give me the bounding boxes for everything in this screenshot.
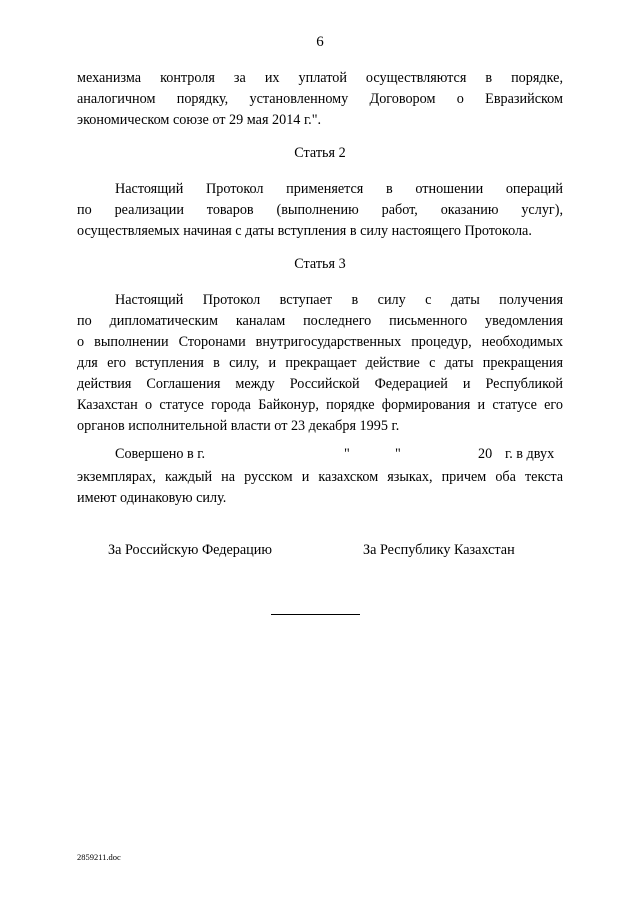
text-line: для его вступления в силу, и прекращает действие с даты прекращения xyxy=(77,355,563,371)
article-3-heading: Статья 3 xyxy=(294,256,346,272)
page-number: 6 xyxy=(316,34,324,50)
text-line: органов исполнительной власти от 23 декабря 1995 г. xyxy=(77,418,400,434)
quote-close: " xyxy=(395,446,401,462)
copies-text: г. в двух xyxy=(505,446,555,462)
text-line: Настоящий Протокол применяется в отношении операций xyxy=(115,181,563,197)
year-prefix: 20 xyxy=(478,446,493,462)
article-3-paragraph xyxy=(77,290,563,437)
done-city-text: Совершено в г. xyxy=(115,446,206,462)
text-line: по дипломатическим каналам последнего письменного уведомления xyxy=(77,313,563,329)
divider xyxy=(271,614,360,615)
intro-paragraph xyxy=(77,68,563,131)
text-line: экономическом союзе от 29 мая 2014 г.". xyxy=(77,112,322,128)
text-line: механизма контроля за их уплатой осуществляются в порядке, xyxy=(77,70,563,86)
text-line: осуществляемых начиная с даты вступления в силу настоящего Протокола. xyxy=(77,223,532,239)
article-2-paragraph xyxy=(77,179,563,242)
file-name: 2859211.doc xyxy=(77,852,121,862)
text-line: аналогичном порядку, установленному Договором о Евразийском xyxy=(77,91,563,107)
text-line: Казахстан о статусе города Байконур, порядке формирования и статусе его xyxy=(77,397,563,413)
done-paragraph xyxy=(77,467,563,509)
text-line: по реализации товаров (выполнению работ, оказанию услуг), xyxy=(77,202,563,218)
text-line: имеют одинаковую силу. xyxy=(77,490,227,506)
article-2-heading: Статья 2 xyxy=(294,145,346,161)
signature-russia: За Российскую Федерацию xyxy=(108,542,272,558)
text-line: действия Соглашения между Российской Федерацией и Республикой xyxy=(77,376,563,392)
text-line: Настоящий Протокол вступает в силу с даты получения xyxy=(115,292,563,308)
text-line: экземплярах, каждый на русском и казахском языках, причем оба текста xyxy=(77,469,563,485)
text-line: о выполнении Сторонами внутригосударственных процедур, необходимых xyxy=(77,334,563,350)
quote-open: " xyxy=(344,446,350,462)
done-line xyxy=(77,446,563,467)
signature-kazakhstan: За Республику Казахстан xyxy=(363,542,515,558)
